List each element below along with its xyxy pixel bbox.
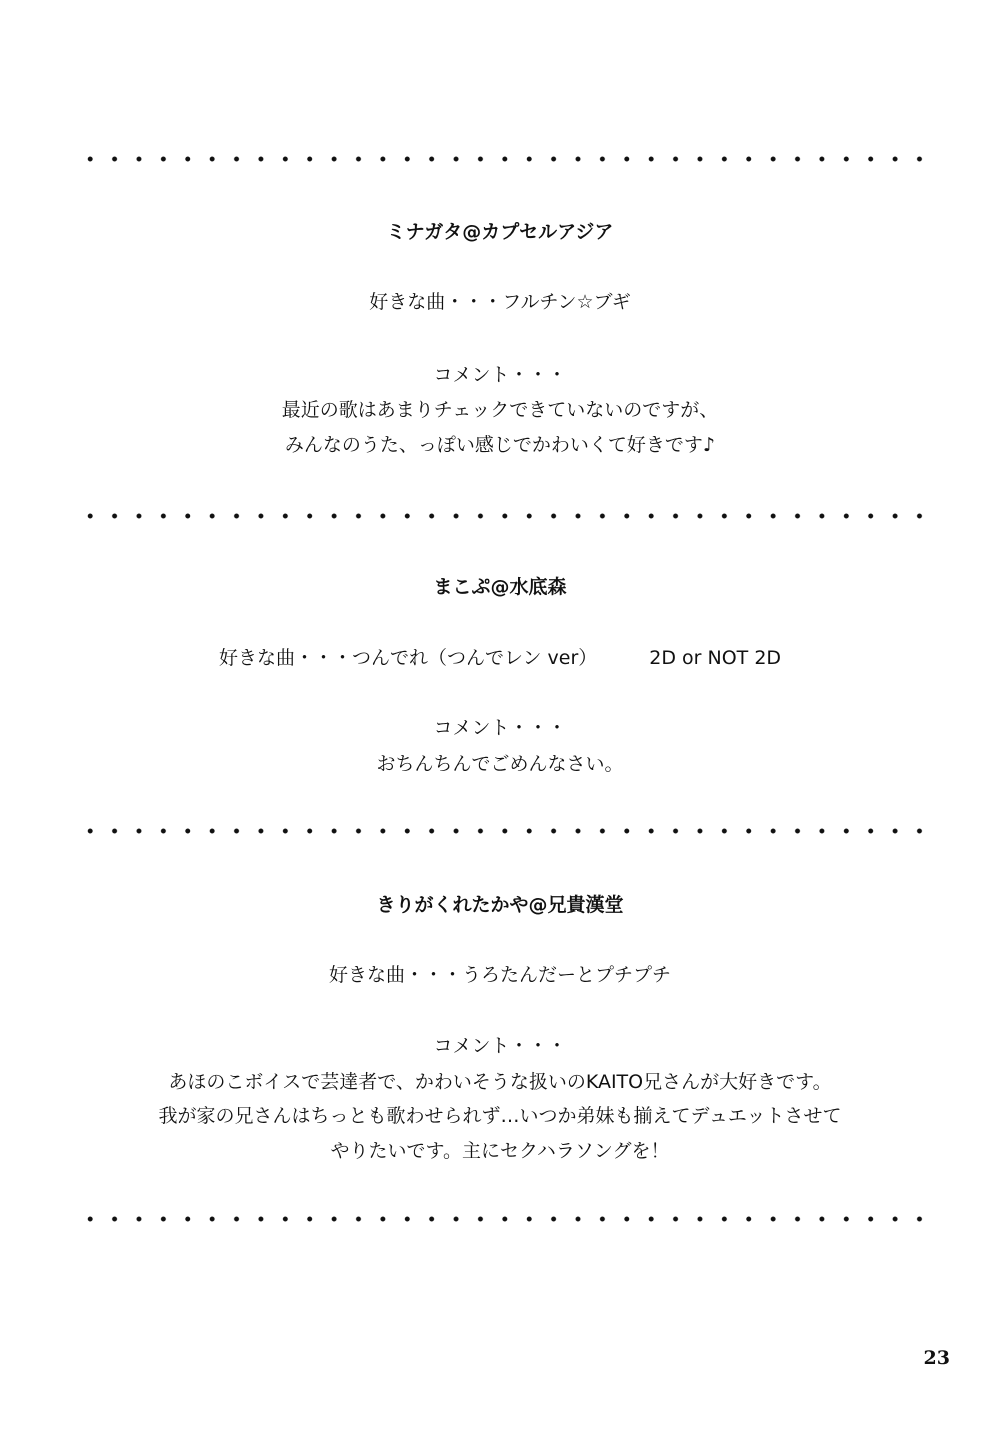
comment-line: みんなのうた、っぽい感じでかわいくて好きです♪ [284,434,716,456]
favorite-song-extra: 2D or NOT 2D [649,647,782,669]
dotted-divider-2 [78,511,934,521]
favorite-song-row [0,645,1000,671]
comment-line: あほのこボイスで芸達者で、かわいそうな扱いのKAITO兄さんが大好きです。 [168,1071,832,1093]
comment-line: 最近の歌はあまりチェックできていないのですが、 [281,399,719,421]
author-name: きりがくれたかや@兄貴漢堂 [376,894,624,916]
comment-label: コメント・・・ [433,717,567,739]
author-name: まこぷ@水底森 [433,576,567,598]
comment-line: おちんちんでごめんなさい。 [376,753,624,775]
dotted-divider-4 [78,1214,934,1224]
comment-label: コメント・・・ [433,1035,567,1057]
comment-line: やりたいです。主にセクハラソングを！ [330,1140,670,1162]
page-number: 23 [923,1347,950,1369]
favorite-song: 好きな曲・・・うろたんだーとプチプチ [328,964,671,986]
favorite-song: 好きな曲・・・フルチン☆ブギ [369,291,631,313]
comment-line: 我が家の兄さんはちっとも歌わせられず…いつか弟妹も揃えてデュエットさせて [158,1105,842,1127]
author-name: ミナガタ@カプセルアジア [386,221,614,243]
dotted-divider-3 [78,826,934,836]
dotted-divider-1 [78,154,934,164]
comment-label: コメント・・・ [433,364,567,386]
favorite-song: 好きな曲・・・つんでれ（つんでレン ver） [218,647,598,669]
